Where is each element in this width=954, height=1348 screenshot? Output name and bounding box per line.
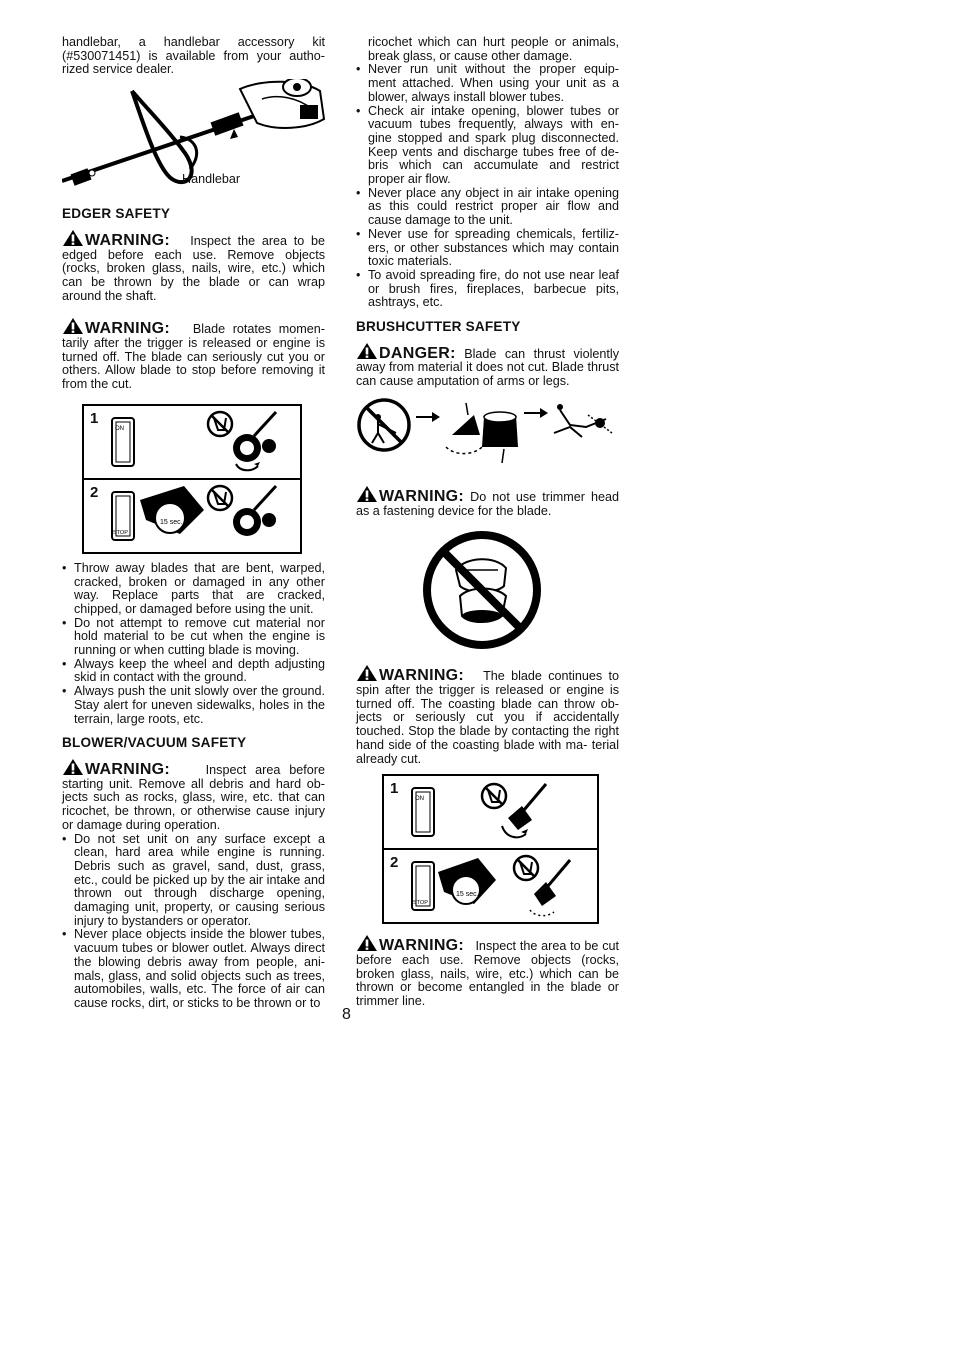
no-hand-icon [208, 412, 232, 436]
warning-text: Inspect the area to be cut before each use. Remove objects (rocks, broken glass, nails, wire, etc.) which can be thrown or become entangled in the blade or trimmer line. [356, 939, 620, 1009]
brushcutter-blade-stop-figure [382, 774, 599, 924]
right-column [356, 36, 619, 1009]
warning-text: Inspect the area to be edged before each use. Remove objects (rocks, broken glass, nails, wire, etc.) which can be thrown by the blade or can wrap around the shaft. [62, 233, 325, 303]
brushcutter-danger [356, 342, 619, 389]
list-item: • To avoid spreading fire, do not use near leaf or brush fires, fireplaces, barbecue pits, ashtrays, etc. [356, 269, 619, 310]
warning-label: WARNING: [85, 320, 171, 338]
trimmer-head-warning [356, 485, 619, 518]
panel-number: 2 [390, 854, 399, 872]
thrown-operator-icon [554, 404, 612, 437]
handlebar-figure [62, 79, 325, 197]
blower-warning [62, 758, 325, 833]
warning-triangle-icon [62, 229, 84, 247]
warning-triangle-icon [62, 758, 84, 776]
no-fastening-figure [356, 530, 619, 650]
stump-icon [446, 403, 518, 463]
list-item: • Check air intake opening, blower tubes or vacuum tubes frequently, always with en- gine stopped and spark plug disconnected. Keep vents and discharge tubes free of de- bris which can accumulate and restrict proper air flow. [356, 105, 619, 187]
edger-safety-heading: EDGER SAFETY [62, 206, 171, 222]
no-hand-icon [514, 856, 538, 880]
warning-text: Blade rotates momen- tarily after the trigger is released or engine is turned off. The blade can seriously cut you or others. Allow blade to stop before removing it from the cut. [62, 322, 325, 392]
arrow-right-icon [416, 412, 440, 422]
switch-stop-label: STOP [113, 529, 128, 536]
list-item: • Do not attempt to remove cut material nor hold material to be cut when the engine is running or when cutting blade is moving. [62, 617, 325, 658]
warning-text: Inspect area before starting unit. Remove all debris and hard ob- jects such as rocks, glass, wire, etc. that can ricochet, be thrown, or otherwise cause injury or damage during operation. [62, 762, 325, 832]
edger-warning-2 [62, 317, 325, 392]
edger-blade-stop-figure [82, 404, 302, 554]
danger-triangle-icon [356, 342, 378, 360]
page-number: 8 [342, 1006, 351, 1023]
panel-number: 1 [90, 409, 99, 427]
panel-number: 1 [390, 780, 399, 798]
blade-thrust-illustration [356, 397, 619, 469]
list-item: • Never use for spreading chemicals, fertiliz- ers, or other substances which may contain toxic materials. [356, 228, 619, 269]
figure-panel-2 [384, 848, 597, 922]
switch-on-label: ON [415, 796, 424, 803]
dial-seconds: 15 sec. [456, 891, 479, 899]
warning-label: WARNING: [85, 231, 171, 249]
arrow-right-icon [524, 408, 548, 418]
warning-label: WARNING: [379, 667, 465, 685]
list-item: • Always keep the wheel and depth adjusting skid in contact with the ground. [62, 658, 325, 685]
edger-bullet-list [62, 562, 325, 726]
inspect-area-warning [356, 934, 619, 1009]
blower-vacuum-safety-heading: BLOWER/VACUUM SAFETY [62, 735, 247, 751]
figure-panel-1 [84, 406, 300, 478]
list-item: • Throw away blades that are bent, warped, cracked, broken or damaged in any other way. Replace parts that are cracked, chipped, or damaged before using the unit. [62, 562, 325, 617]
warning-triangle-icon [356, 934, 378, 952]
warning-triangle-icon [356, 485, 378, 503]
no-hand-icon [482, 784, 506, 808]
list-item: • Never place any object in air intake opening as this could restrict proper air flow and cause damage to the unit. [356, 187, 619, 228]
panel-number: 2 [90, 483, 99, 501]
warning-triangle-icon [356, 664, 378, 682]
warning-label: WARNING: [379, 937, 465, 955]
handlebar-caption: Handlebar [182, 172, 241, 187]
edger-warning-1 [62, 229, 325, 304]
blower-bullet-list-continued [356, 63, 619, 310]
list-item: • Never place objects inside the blower tubes, vacuum tubes or blower outlet. Always direct the blowing debris away from people, ani- mals, glass, and solid objects such as trees, automobiles, walls, etc. The force of air can cause rocks, dirt, or sticks to be thrown or to [62, 928, 325, 1010]
stopped-blade-icon [233, 486, 276, 536]
warning-label: WARNING: [85, 760, 171, 778]
coasting-blade-warning [356, 664, 619, 766]
prohibited-trimmer-head-icon [356, 530, 619, 650]
blower-bullet-list [62, 833, 325, 1011]
danger-label: DANGER: [379, 344, 456, 362]
figure-panel-1 [384, 776, 597, 848]
switch-on-label: ON [115, 425, 124, 432]
no-cutting-icon [359, 400, 409, 450]
dial-seconds: 15 sec. [160, 518, 183, 526]
spinning-brush-blade-icon [502, 784, 546, 837]
figure-panel-2 [84, 478, 300, 552]
warning-triangle-icon [62, 317, 84, 335]
blade-thrust-figure [356, 397, 619, 469]
intro-text: handlebar, a handlebar accessory kit (#530071451) is available from your autho- rized service dealer. [62, 35, 325, 77]
danger-text: Blade can thrust violently away from material it does not cut. Blade thrust can cause amputation of arms or legs. [356, 346, 619, 389]
warning-text: Do not use trimmer head as a fastening device for the blade. [356, 489, 620, 518]
blower-bullet-continued: ricochet which can hurt people or animals, break glass, or cause other damage. [368, 35, 619, 63]
brushcutter-safety-heading: BRUSHCUTTER SAFETY [356, 319, 521, 335]
left-column [62, 36, 325, 1011]
no-hand-icon [208, 486, 232, 510]
hand-timer-icon [140, 486, 204, 534]
list-item: • Never run unit without the proper equip- ment attached. When using your unit as a blower, always install blower tubes. [356, 63, 619, 104]
switch-stop-label: STOP [413, 900, 428, 907]
warning-label: WARNING: [379, 487, 465, 505]
spinning-blade-icon [233, 412, 276, 470]
list-item: • Do not set unit on any surface except a clean, hard area while engine is running. Debris such as gravel, sand, dust, grass, etc., could be picked up by the air intake and thrown out through discharge opening, damaging unit, property, or causing serious injury to bystanders or operator. [62, 833, 325, 929]
warning-text: The blade continues to spin after the trigger is released or engine is turned off. The coasting blade can throw ob- jects or seriously cut you if accidentally touched. Stop the blade by contacting the right hand side of the coasting blade with ma- terial already cut. [356, 669, 619, 766]
list-item: • Always push the unit slowly over the ground. Stay alert for uneven sidewalks, holes in the terrain, large roots, etc. [62, 685, 325, 726]
